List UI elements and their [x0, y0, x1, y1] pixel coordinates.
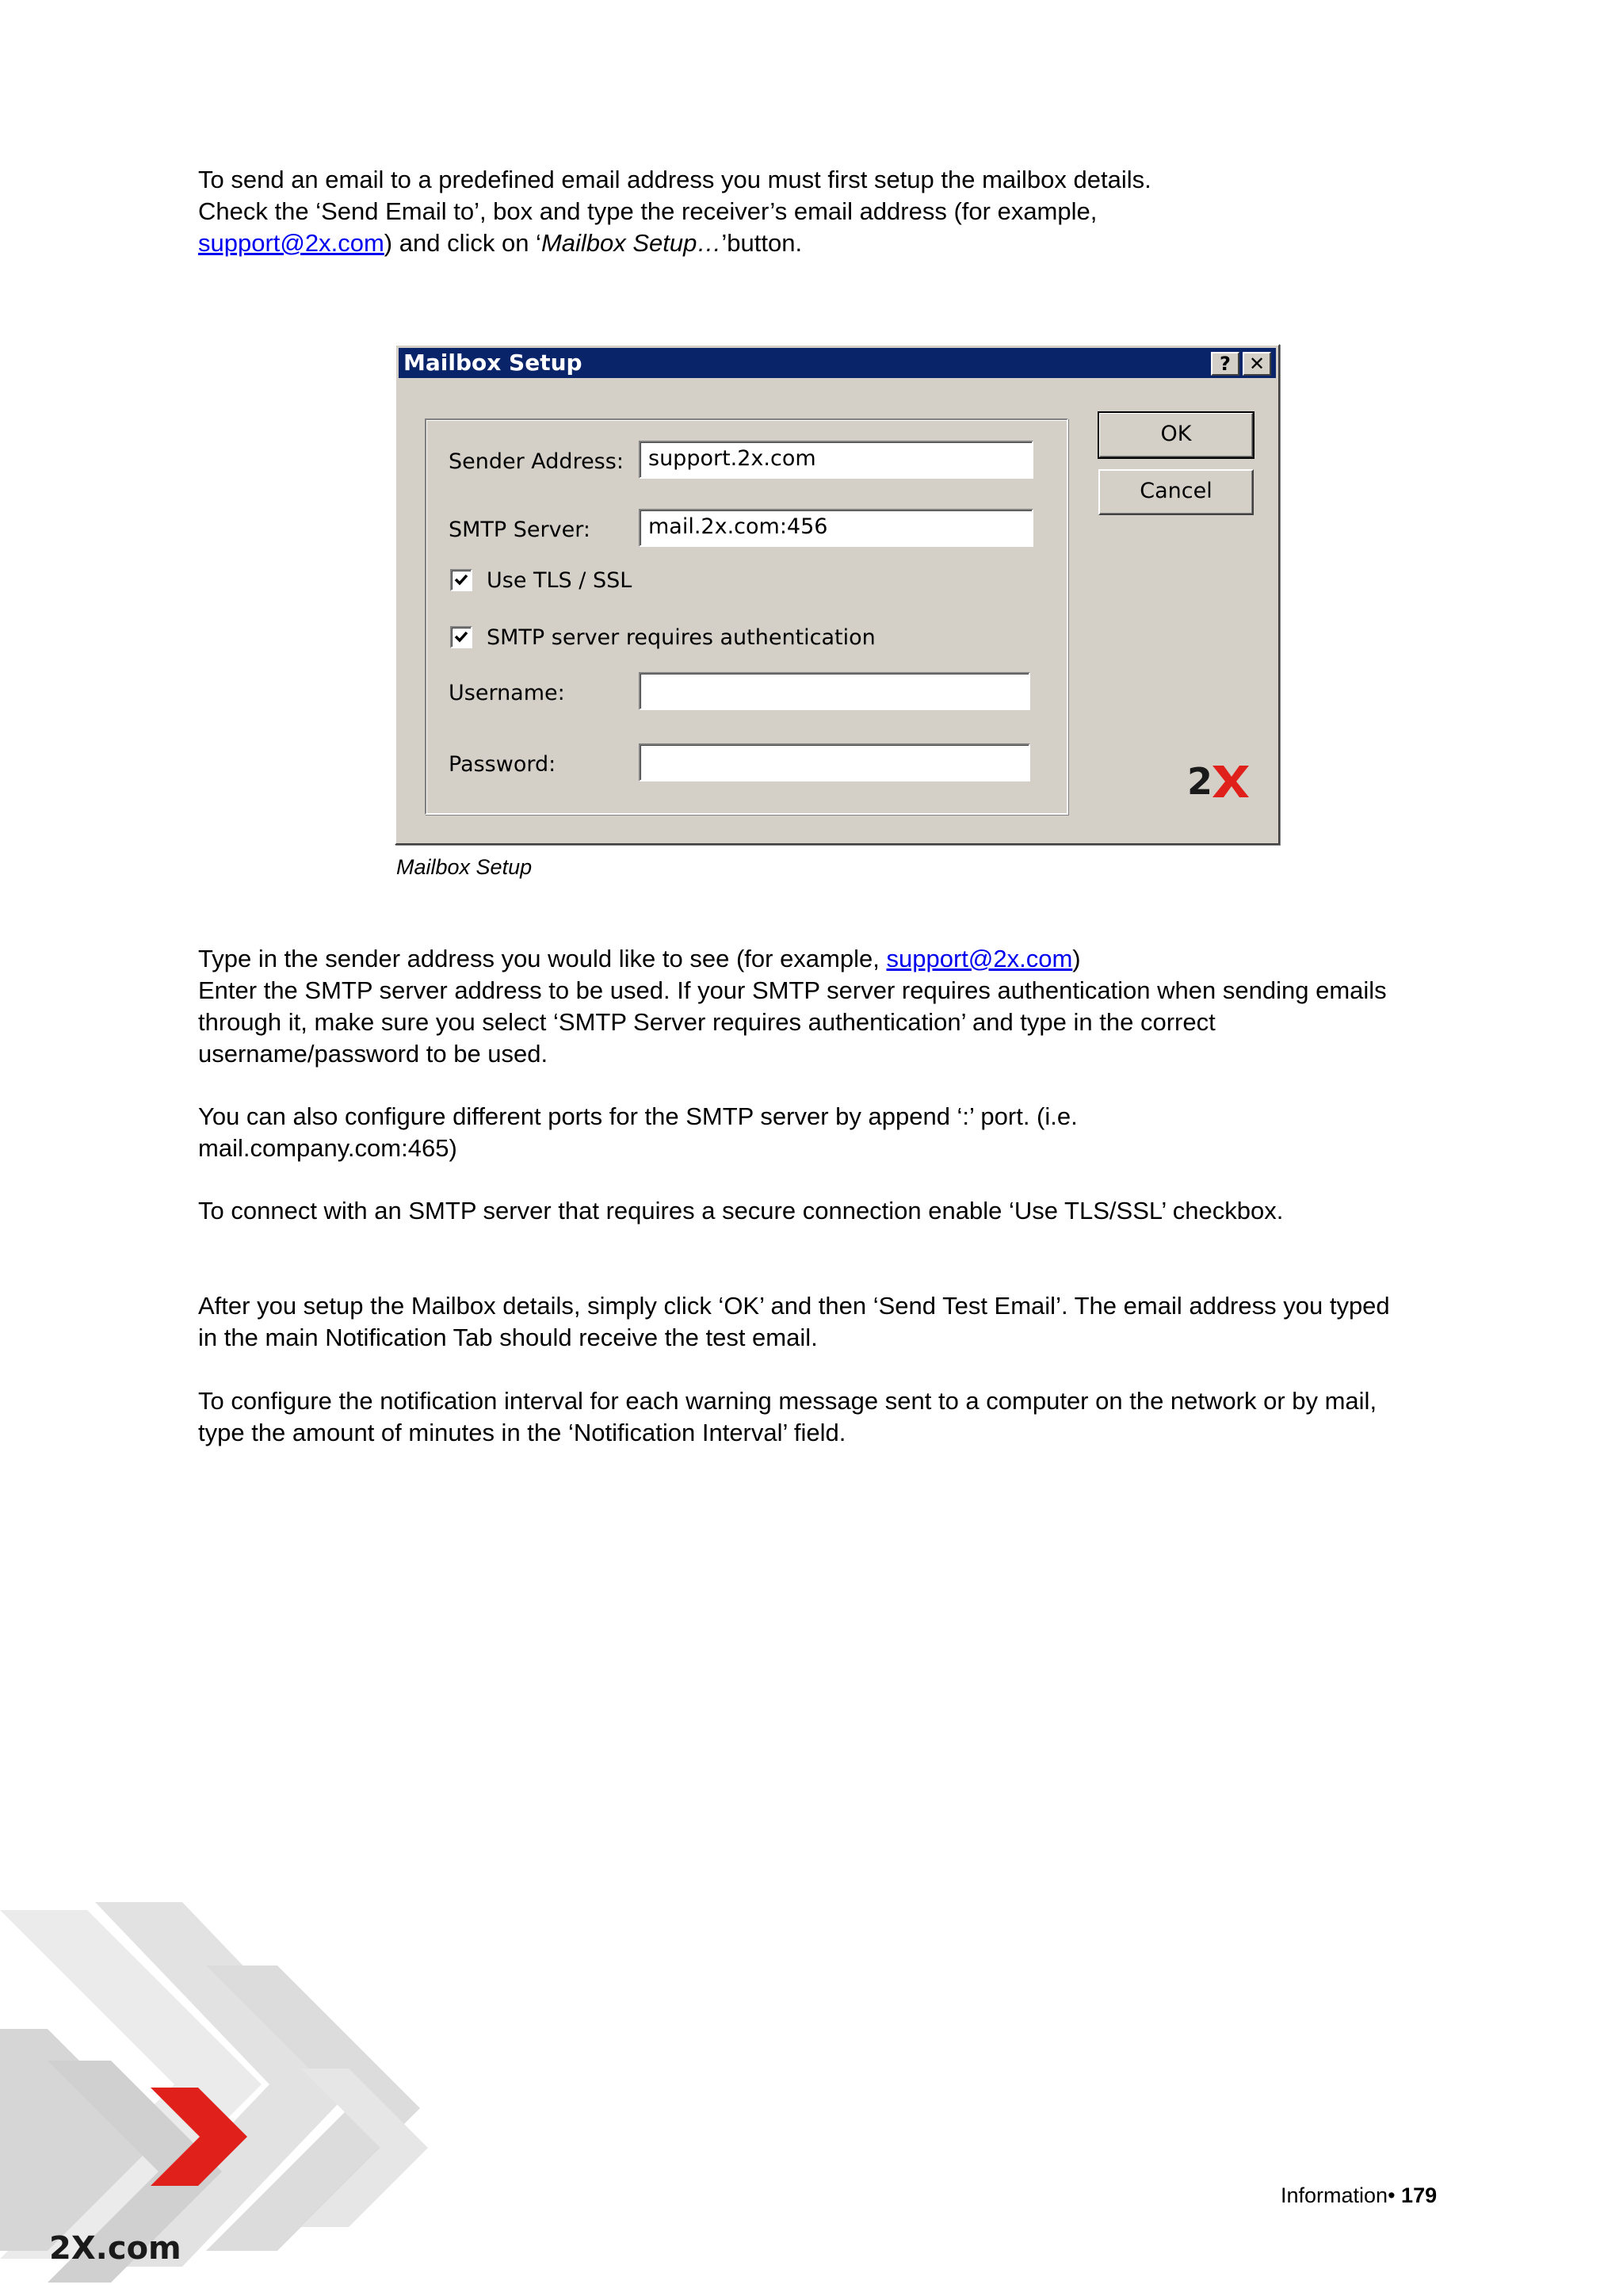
body-paragraph-1 — [198, 943, 1403, 1070]
sender-address-label: Sender Address: — [449, 449, 624, 474]
checkmark-icon — [453, 572, 469, 588]
figure-caption: Mailbox Setup — [396, 855, 533, 879]
smtp-server-input[interactable]: mail.2x.com:456 — [639, 509, 1033, 547]
brand-watermark — [0, 1902, 571, 2296]
p1-prefix: Type in the sender address you would like to see (for example, — [198, 945, 887, 972]
chevron-pattern-icon — [0, 1902, 428, 2283]
intro-line-3-suffix: ’button. — [721, 229, 803, 257]
intro-line-3-mid: ) and click on ‘ — [384, 229, 541, 257]
use-tls-ssl-checkbox[interactable] — [450, 569, 472, 591]
footer-section: Information• — [1281, 2183, 1396, 2207]
intro-paragraph — [198, 164, 1403, 259]
help-icon: ? — [1220, 353, 1231, 375]
support-email-link-2[interactable]: support@2x.com — [886, 945, 1073, 972]
body-paragraph-4: After you setup the Mailbox details, simply click ‘OK’ and then ‘Send Test Email’. The email address you typed in the main Notification Tab should receive the test email. — [198, 1292, 1390, 1351]
username-label: Username: — [449, 681, 565, 705]
help-button[interactable] — [1211, 352, 1239, 376]
dialog-title-bar — [399, 348, 1276, 378]
p1-suffix: ) — [1072, 945, 1081, 972]
mailbox-setup-emphasis: Mailbox Setup… — [540, 229, 722, 257]
smtp-auth-label: SMTP server requires authentication — [487, 625, 876, 650]
2x-logo — [1186, 759, 1265, 807]
ok-button[interactable]: OK — [1098, 412, 1254, 458]
dialog-title: Mailbox Setup — [403, 350, 582, 376]
sender-address-input[interactable]: support.2x.com — [639, 441, 1033, 479]
use-tls-ssl-label: Use TLS / SSL — [487, 568, 632, 593]
settings-group-box — [425, 418, 1068, 815]
cancel-button[interactable]: Cancel — [1098, 469, 1254, 515]
smtp-server-label: SMTP Server: — [449, 518, 590, 542]
close-icon: ✕ — [1248, 353, 1266, 375]
password-input[interactable] — [639, 743, 1030, 781]
username-input[interactable] — [639, 672, 1030, 710]
svg-text:2: 2 — [1187, 760, 1213, 803]
smtp-auth-checkbox[interactable] — [450, 626, 472, 648]
password-label: Password: — [449, 752, 556, 777]
page-footer — [1281, 2183, 1437, 2208]
intro-line-1: To send an email to a predefined email address you must first setup the mailbox details. — [198, 166, 1151, 193]
p1-rest: Enter the SMTP server address to be used. If your SMTP server requires authentication when sending emails through it, make sure you select ‘SMTP Server requires authentication’ and type in the correct username/password to be used. — [198, 976, 1387, 1068]
close-button[interactable] — [1243, 352, 1271, 376]
brand-text: 2X.com — [49, 2230, 181, 2267]
body-paragraph-5: To configure the notification interval for each warning message sent to a computer on the network or by mail, type the amount of minutes in the ‘Notification Interval’ field. — [198, 1387, 1377, 1446]
body-paragraph-3: To connect with an SMTP server that requires a secure connection enable ‘Use TLS/SSL’ checkbox. — [198, 1197, 1284, 1224]
checkmark-icon — [453, 629, 469, 645]
support-email-link[interactable]: support@2x.com — [198, 229, 384, 257]
page-number: 179 — [1401, 2183, 1438, 2207]
mailbox-setup-dialog — [395, 344, 1280, 845]
body-paragraph-2: You can also configure different ports for the SMTP server by append ‘:’ port. (i.e. mail.company.com:465) — [198, 1102, 1078, 1162]
intro-line-2: Check the ‘Send Email to’, box and type the receiver’s email address (for example, — [198, 197, 1098, 225]
